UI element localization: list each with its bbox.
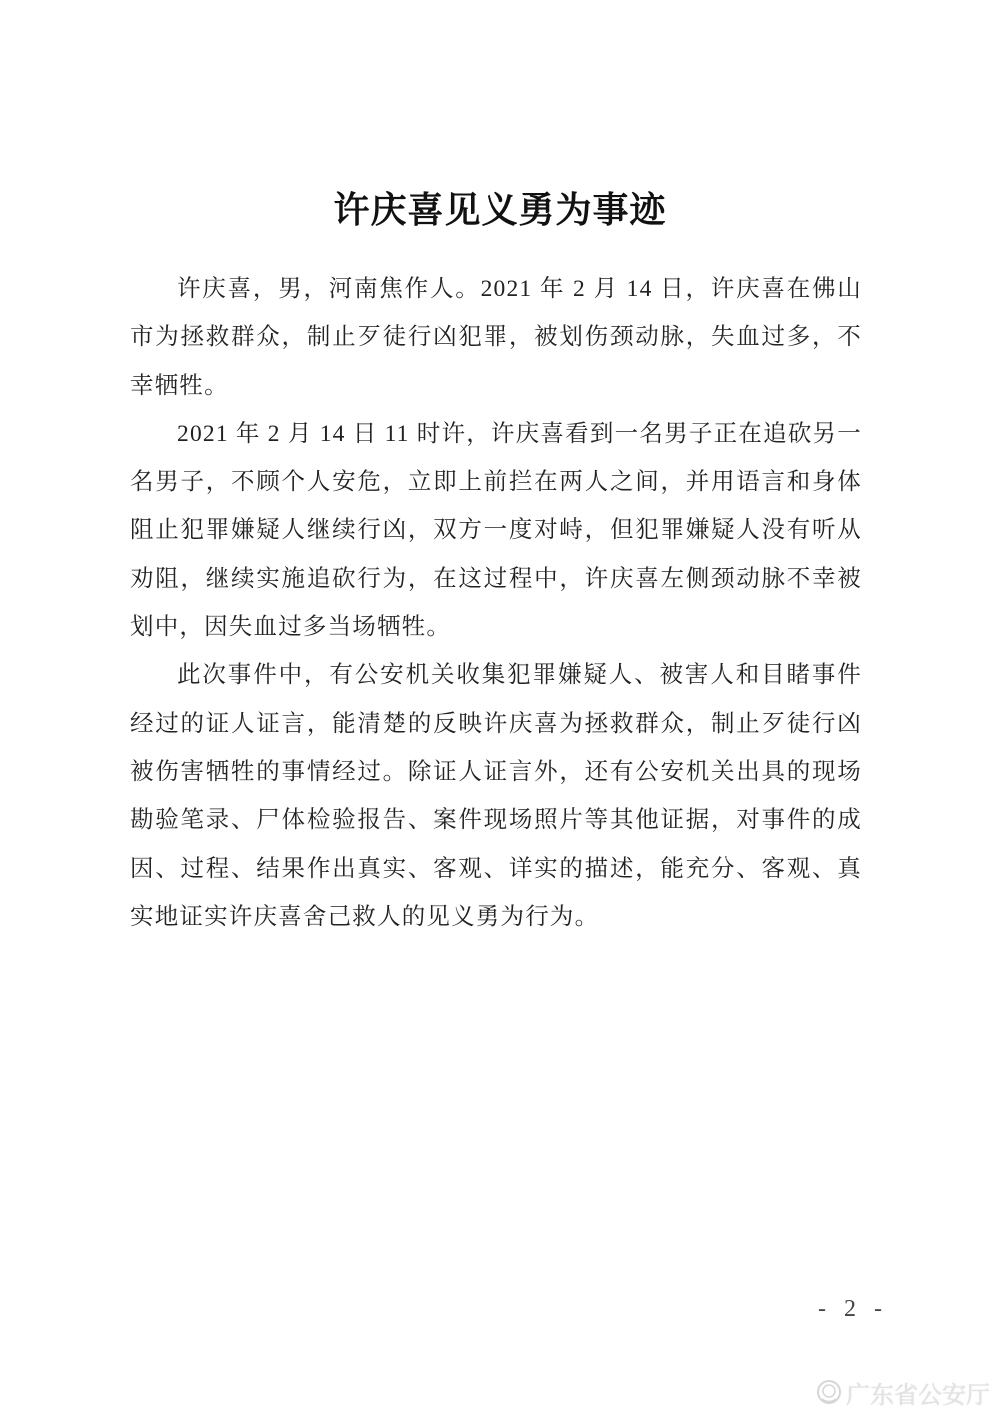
paragraph-2: 2021 年 2 月 14 日 11 时许，许庆喜看到一名男子正在追砍另一名男子，不顾个人安危，立即上前拦在两人之间，并用语言和身体阻止犯罪嫌疑人继续行凶，双方一度对峙，但犯罪嫌疑人没有听从劝阻，继续实施追砍行为，在这过程中，许庆喜左侧颈动脉不幸被划中，因失血过多当场牺牲。 [130, 420, 862, 641]
watermark-text: 广东省公安厅 [846, 1380, 990, 1409]
document-title: 许庆喜见义勇为事迹 [333, 189, 667, 232]
paragraph-3: 此次事件中，有公安机关收集犯罪嫌疑人、被害人和目睹事件经过的证人证言，能清楚的反映许庆喜为拯救群众，制止歹徒行凶被伤害牺牲的事情经过。除证人证言外，还有公安机关出具的现场勘验笔录、尸体检验报告、案件现场照片等其他证据，对事件的成因、过程、结果作出真实、客观、详实的描述，能充分、客观、真实地证实许庆喜舍己救人的见义勇为行为。 [130, 662, 862, 930]
watermark [816, 1376, 990, 1408]
document-body [130, 265, 862, 941]
paragraph-1: 许庆喜，男，河南焦作人。2021 年 2 月 14 日，许庆喜在佛山市为拯救群众，制止歹徒行凶犯罪，被划伤颈动脉，失血过多，不幸牺牲。 [130, 276, 862, 399]
page-number: - 2 - [818, 1296, 888, 1322]
police-emblem-icon [816, 1379, 842, 1405]
